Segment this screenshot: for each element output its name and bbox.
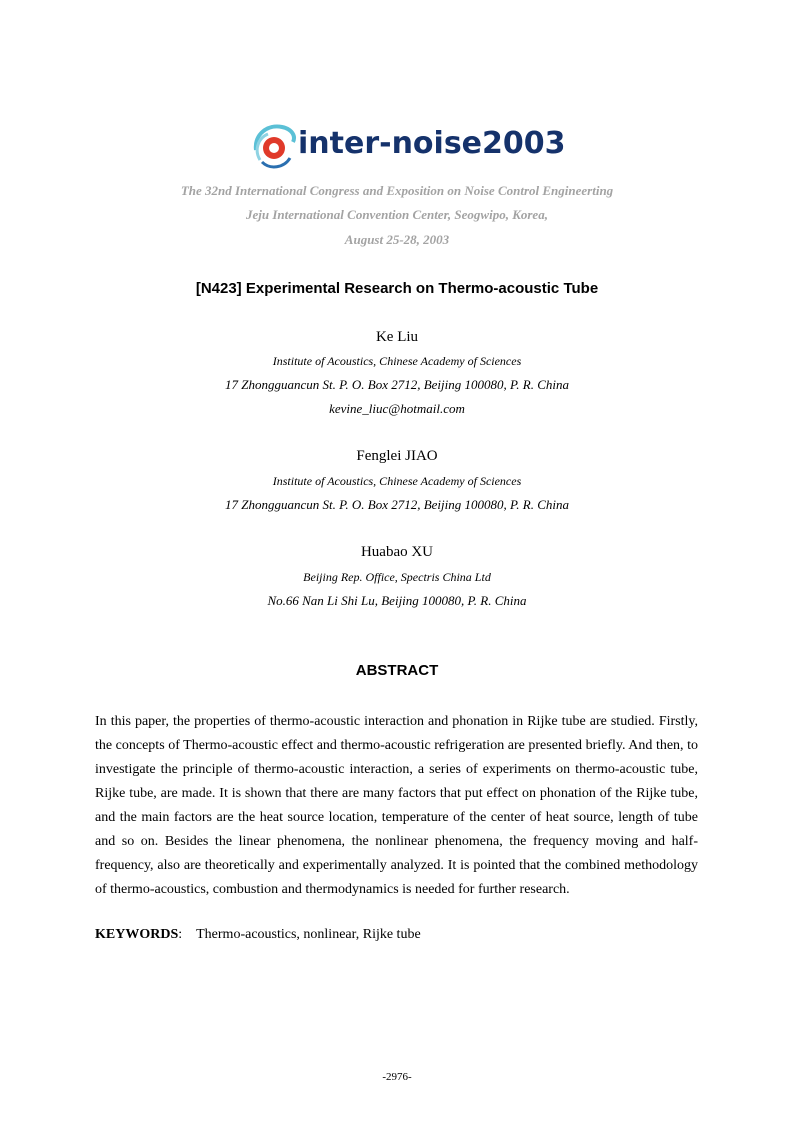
keywords-separator: : [178,927,197,942]
author-affiliation: Beijing Rep. Office, Spectris China Ltd [303,570,491,584]
keywords-label: KEYWORDS [95,927,179,942]
author-name: Fenglei JIAO [356,448,438,464]
author-address: No.66 Nan Li Shi Lu, Beijing 100080, P. R. China [267,593,527,608]
abstract-text: In this paper, the properties of thermo-acoustic interaction and phonation in Rijke tube are studied. Firstly, the concepts of Thermo-acoustic effect and thermo-acoustic refrigeration are presented briefly. And then, to investigate the principle of thermo-acoustic interaction, a series of experiments on thermo-acoustic tube, Rijke tube, are made. It is shown that there are many factors that put effect on phonation of the Rijke tube, and the main factors are the heat source location, temperature of the center of heat source, length of tube and so on. Besides the linear phenomena, the nonlinear phenomena, the frequency moving and half-frequency, also are theoretically and experimentally analyzed. It is pointed that the combined methodology of thermo-acoustics, combustion and thermodynamics is needed for further research. [95,714,698,897]
author-affiliation: Institute of Acoustics, Chinese Academy of Sciences [272,354,522,368]
globe-swirl-icon [252,120,298,174]
keywords-line [95,927,421,943]
page-number: -2976- [382,1071,412,1083]
keywords-list: Thermo-acoustics, nonlinear, Rijke tube [196,927,421,942]
paper-title: [N423] Experimental Research on Thermo-acoustic Tube [195,280,599,297]
author-name: Huabao XU [360,544,434,560]
abstract-heading: ABSTRACT [355,662,439,679]
author-address: 17 Zhongguancun St. P. O. Box 2712, Beijing 100080, P. R. China [224,497,569,512]
conference-logo [252,120,566,174]
logo-text: inter-noise2003 [298,126,566,161]
conference-dates: August 25-28, 2003 [344,232,450,247]
author-email: kevine_liuc@hotmail.com [329,401,465,416]
author-address: 17 Zhongguancun St. P. O. Box 2712, Beijing 100080, P. R. China [224,377,569,392]
author-name: Ke Liu [375,329,419,345]
author-affiliation: Institute of Acoustics, Chinese Academy of Sciences [272,474,522,488]
conference-name: The 32nd International Congress and Exposition on Noise Control Engineerting [180,183,614,198]
conference-venue: Jeju International Convention Center, Seogwipo, Korea, [246,207,548,222]
